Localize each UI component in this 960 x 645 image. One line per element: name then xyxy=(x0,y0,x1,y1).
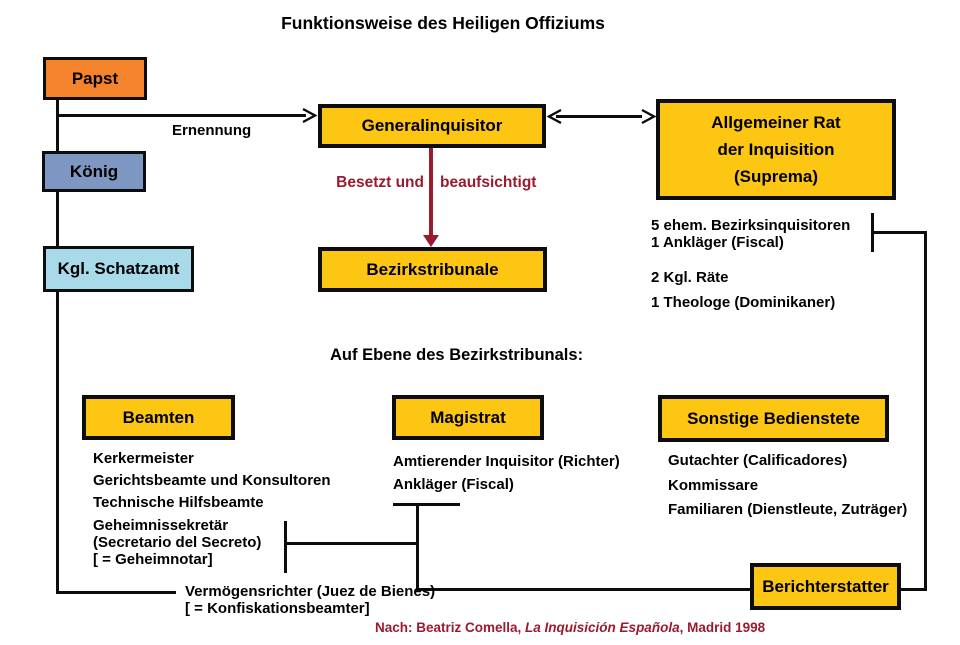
connector-schatzamt-down xyxy=(56,290,59,594)
connector-generalinquisitor-suprema xyxy=(556,115,642,118)
arrowhead-right-icon xyxy=(300,107,317,124)
edge-label-besetzt-und: Besetzt und xyxy=(336,174,424,191)
magistrat-box xyxy=(392,395,544,440)
berichterstatter-box-label: Berichterstatter xyxy=(762,576,889,596)
beamten-box-label: Beamten xyxy=(122,407,195,427)
suprema-member: 5 ehem. Bezirksinquisitoren xyxy=(651,217,851,234)
generalinquisitor-box-label: Generalinquisitor xyxy=(361,116,503,135)
connector-papst-koenig xyxy=(56,97,59,152)
bezirkstribunale-box xyxy=(318,247,547,292)
arrowhead-right-icon xyxy=(639,108,656,125)
papst-box xyxy=(43,57,147,100)
edge-label-ernennung: Ernennung xyxy=(172,122,252,139)
beamten-item: [ = Geheimnotar] xyxy=(93,551,213,568)
suprema-box xyxy=(656,99,896,200)
suprema-member: 1 Theologe (Dominikaner) xyxy=(651,294,836,311)
koenig-box xyxy=(42,151,146,192)
beamten-box xyxy=(82,395,235,440)
connector-geheimnis-bracket xyxy=(284,521,287,573)
source-book-title: La Inquisición Española xyxy=(525,620,680,635)
connector-besetzt-arrow-line xyxy=(429,148,433,237)
beamten-item: Kerkermeister xyxy=(93,450,194,467)
suprema-member: 1 Ankläger (Fiscal) xyxy=(651,234,784,251)
source-suffix: , Madrid 1998 xyxy=(679,620,766,635)
suprema-member: 2 Kgl. Räte xyxy=(651,269,729,286)
beamten-item: Technische Hilfsbeamte xyxy=(93,494,264,511)
arrowhead-left-icon xyxy=(547,108,564,125)
connector-koenig-schatzamt xyxy=(56,192,59,246)
beamten-item: (Secretario del Secreto) xyxy=(93,534,262,551)
magistrat-item: Amtierender Inquisitor (Richter) xyxy=(393,453,620,470)
generalinquisitor-box xyxy=(318,104,546,148)
connector-berichterstatter-right xyxy=(898,588,927,591)
connector-magistrat-tbar xyxy=(393,503,460,506)
suprema-box-label: Allgemeiner Rat der Inquisition (Suprema) xyxy=(711,113,841,186)
schatzamt-box xyxy=(43,246,194,292)
beamten-item: Gerichtsbeamte und Konsultoren xyxy=(93,472,331,489)
schatzamt-box-label: Kgl. Schatzamt xyxy=(57,259,180,278)
sonstige-bedienstete-box xyxy=(658,395,889,442)
connector-geheimnis-to-magistrat xyxy=(284,542,419,545)
section-heading: Auf Ebene des Bezirkstribunals: xyxy=(330,346,584,364)
sonstige-item: Kommissare xyxy=(668,477,759,494)
connector-bracket-to-rightline xyxy=(871,231,927,234)
arrowhead-down-icon xyxy=(423,235,439,247)
koenig-box-label: König xyxy=(69,161,119,181)
connector-schatzamt-vermoegensrichter xyxy=(56,591,176,594)
sonstige-item: Familiaren (Dienstleute, Zuträger) xyxy=(668,501,908,518)
connector-magistrat-vertical xyxy=(416,503,419,591)
edge-label-beaufsichtigt: beaufsichtigt xyxy=(440,174,537,191)
magistrat-box-label: Magistrat xyxy=(430,407,506,427)
page-title: Funktionsweise des Heiligen Offiziums xyxy=(281,13,605,33)
connector-right-vertical xyxy=(924,231,927,591)
sonstige-bedienstete-box-label: Sonstige Bedienstete xyxy=(687,408,860,428)
beamten-item: Vermögensrichter (Juez de Bienes) xyxy=(185,583,436,600)
berichterstatter-box xyxy=(750,563,901,610)
magistrat-item: Ankläger (Fiscal) xyxy=(393,476,514,493)
beamten-item: Geheimnissekretär xyxy=(93,517,229,534)
connector-ernennung-line xyxy=(56,114,306,117)
source-prefix: Nach: Beatriz Comella, xyxy=(375,620,526,635)
source-citation xyxy=(375,620,765,635)
sonstige-item: Gutachter (Calificadores) xyxy=(668,452,848,469)
bezirkstribunale-box-label: Bezirkstribunale xyxy=(366,259,499,279)
connector-bottom-horizontal xyxy=(416,588,750,591)
beamten-item: [ = Konfiskationsbeamter] xyxy=(185,600,370,617)
papst-box-label: Papst xyxy=(71,68,119,88)
